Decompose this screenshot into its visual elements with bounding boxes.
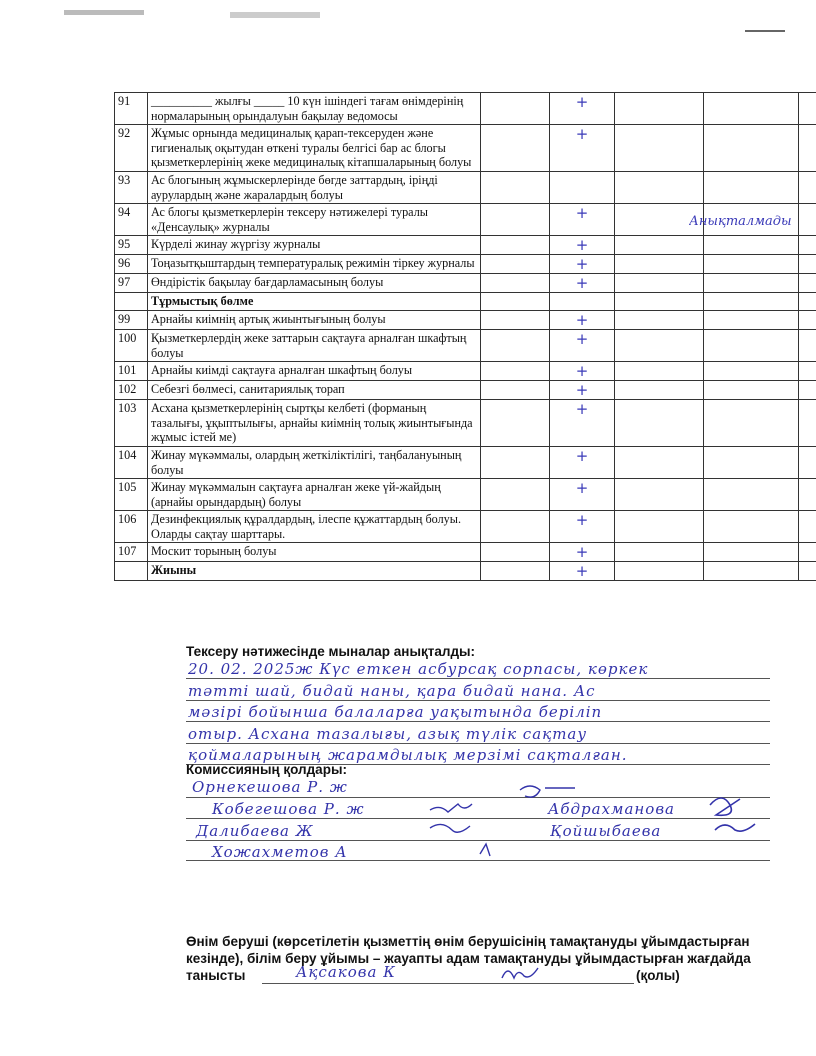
row-criterion: Жұмыс орнында медициналық қарап-тексеруден және гигиеналық оқытудан өткені туралы белгісі бар ас блогы қызметкерлерінің жеке медициналық кітапшаларының болуы (148, 125, 481, 172)
row-number: 106 (115, 511, 148, 543)
empty-cell (481, 171, 550, 203)
footer-acknowledged-label: танысты (186, 968, 246, 983)
row-criterion: Жинау мүкәммалын сақтауға арналған жеке үй-жайдың (арнайы орындардың) болуы (148, 479, 481, 511)
empty-cell (704, 310, 799, 329)
empty-cell (615, 381, 704, 400)
empty-cell (481, 381, 550, 400)
footer-signature-scribble (498, 960, 558, 984)
plus-mark: + (575, 125, 589, 144)
empty-cell (481, 562, 550, 581)
empty-cell (615, 446, 704, 478)
table-row (115, 255, 816, 274)
row-criterion: Жинау мүкәммалы, олардың жеткіліктілігі, таңбалануының болуы (148, 446, 481, 478)
row-number: 100 (115, 329, 148, 361)
row-criterion: Күрделі жинау жүргізу журналы (148, 236, 481, 255)
plus-mark: + (575, 381, 589, 400)
empty-cell (481, 400, 550, 447)
footer-signature-label: (қолы) (636, 968, 680, 983)
commission-signature: Хожахметов А (212, 843, 348, 861)
table-row (115, 479, 816, 511)
row-number: 97 (115, 274, 148, 293)
row-number: 103 (115, 400, 148, 447)
row-mark-cell (550, 362, 615, 381)
empty-cell (799, 274, 816, 293)
row-number: 92 (115, 125, 148, 172)
empty-cell (615, 511, 704, 543)
empty-cell (704, 293, 799, 311)
row-number: 102 (115, 381, 148, 400)
plus-mark: + (575, 255, 589, 274)
row-criterion: Асхана қызметкерлерінің сыртқы келбеті (форманың тазалығы, ұқыптылығы, арнайы киімнің толық жиынтығында жұмыс істей ме) (148, 400, 481, 447)
empty-cell (481, 93, 550, 125)
empty-cell (799, 255, 816, 274)
row-number: 104 (115, 446, 148, 478)
footer-line-2: кезінде), білім беру ұйымы – жауапты адам тамақтануды ұйымдастырған жағдайда (186, 951, 751, 966)
plus-mark: + (575, 329, 589, 348)
table-row (115, 400, 816, 447)
findings-rule (186, 678, 770, 679)
empty-cell (799, 562, 816, 581)
row-mark-cell (550, 293, 615, 311)
footer-acknowledgement (186, 933, 786, 987)
plus-mark: + (575, 236, 589, 255)
table-row (115, 236, 816, 255)
empty-cell (481, 293, 550, 311)
signature-scribbles (420, 780, 780, 870)
row-number: 99 (115, 310, 148, 329)
commission-signature: Абдрахманова (548, 800, 675, 818)
table-row (115, 93, 816, 125)
empty-cell (481, 543, 550, 562)
empty-cell (799, 511, 816, 543)
empty-cell (481, 511, 550, 543)
row-mark-cell (550, 479, 615, 511)
findings-line: мәзірі бойынша балаларға уақытында беріліп (188, 703, 603, 721)
findings-rule (186, 700, 770, 701)
plus-mark: + (575, 543, 589, 562)
commission-label: Комиссияның қолдары: (186, 762, 347, 777)
table-row (115, 562, 816, 581)
table-row (115, 381, 816, 400)
empty-cell (615, 543, 704, 562)
plus-mark: + (575, 93, 589, 111)
plus-mark: + (575, 479, 589, 498)
row-mark-cell (550, 310, 615, 329)
plus-mark: + (575, 562, 589, 581)
findings-line: қоймаларының жарамдылық мерзімі сақталған. (188, 746, 628, 764)
empty-cell (615, 362, 704, 381)
empty-cell (615, 400, 704, 447)
empty-cell (481, 204, 550, 236)
row-criterion: Тоңазытқыштардың температуралық режимін тіркеу журналы (148, 255, 481, 274)
plus-mark: + (575, 446, 589, 465)
row-mark-cell (550, 171, 615, 203)
empty-cell (799, 381, 816, 400)
empty-cell (481, 446, 550, 478)
plus-mark: + (575, 204, 589, 223)
empty-cell (799, 479, 816, 511)
empty-cell (799, 310, 816, 329)
row-mark-cell (550, 381, 615, 400)
row-number (115, 562, 148, 581)
findings-rule (186, 743, 770, 744)
plus-mark: + (575, 511, 589, 530)
table-row (115, 511, 816, 543)
row-criterion: Себезгі бөлмесі, санитариялық торап (148, 381, 481, 400)
plus-mark: + (575, 310, 589, 329)
plus-mark: + (575, 400, 589, 419)
row-number: 105 (115, 479, 148, 511)
row-criterion: Ас блогының жұмыскерлерінде бөгде заттардың, іріңді аурулардың және жаралардың болуы (148, 171, 481, 203)
empty-cell (799, 93, 816, 125)
row-criterion: Дезинфекциялық құралдардың, ілеспе құжаттардың болуы. Оларды сақтау шарттары. (148, 511, 481, 543)
plus-mark: + (575, 362, 589, 381)
findings-line: 20. 02. 2025ж Күс еткен асбурсақ сорпасы, көркек (188, 660, 649, 678)
row-criterion: Өндірістік бақылау бағдарламасының болуы (148, 274, 481, 293)
row-mark-cell (550, 543, 615, 562)
plus-mark: + (575, 274, 589, 293)
commission-signature: Кобегешова Р. ж (212, 800, 365, 818)
row-number (115, 293, 148, 311)
empty-cell (481, 362, 550, 381)
row-mark-cell (550, 511, 615, 543)
row-mark-cell (550, 446, 615, 478)
row-criterion: __________ жылғы _____ 10 күн ішіндегі тағам өнімдерінің нормаларының орындалуын бақылау ведомосы (148, 93, 481, 125)
empty-cell (704, 446, 799, 478)
empty-cell (799, 543, 816, 562)
empty-cell (704, 562, 799, 581)
empty-cell (704, 329, 799, 361)
row-mark-cell (550, 125, 615, 172)
footer-signer-name: Ақсакова К (296, 963, 396, 981)
empty-cell (704, 362, 799, 381)
row-mark-cell (550, 255, 615, 274)
empty-cell (704, 255, 799, 274)
footer-signature-line (262, 983, 634, 984)
empty-cell (799, 362, 816, 381)
commission-signature: Далибаева Ж (196, 822, 314, 840)
empty-cell (799, 171, 816, 203)
table-row (115, 293, 816, 311)
findings-rule (186, 721, 770, 722)
empty-cell (481, 329, 550, 361)
empty-cell (704, 236, 799, 255)
row-mark-cell (550, 204, 615, 236)
empty-cell (799, 329, 816, 361)
scan-artifacts (0, 0, 816, 40)
empty-cell (481, 479, 550, 511)
empty-cell (481, 310, 550, 329)
empty-cell (799, 236, 816, 255)
empty-cell (704, 125, 799, 172)
row93-handwritten-note: Анықталмады (689, 214, 792, 229)
row-mark-cell (550, 562, 615, 581)
row-number: 91 (115, 93, 148, 125)
row-mark-cell (550, 329, 615, 361)
empty-cell (481, 255, 550, 274)
table-row (115, 543, 816, 562)
empty-cell (799, 293, 816, 311)
empty-cell (615, 562, 704, 581)
table-row (115, 362, 816, 381)
row-number: 96 (115, 255, 148, 274)
empty-cell (481, 274, 550, 293)
empty-cell (615, 479, 704, 511)
empty-cell (615, 171, 704, 203)
row-number: 101 (115, 362, 148, 381)
empty-cell (615, 125, 704, 172)
row-mark-cell (550, 93, 615, 125)
row-criterion: Москит торының болуы (148, 543, 481, 562)
empty-cell (799, 204, 816, 236)
table-row (115, 329, 816, 361)
row-criterion: Қызметкерлердің жеке заттарын сақтауға арналған шкафтың болуы (148, 329, 481, 361)
table-row (115, 171, 816, 203)
row-mark-cell (550, 274, 615, 293)
empty-cell (615, 236, 704, 255)
empty-cell (615, 274, 704, 293)
empty-cell (481, 125, 550, 172)
empty-cell (481, 236, 550, 255)
table-row (115, 310, 816, 329)
row-number: 107 (115, 543, 148, 562)
empty-cell (704, 479, 799, 511)
row-mark-cell (550, 236, 615, 255)
findings-line: тәтті шай, бидай наны, қара бидай нана. Ас (188, 681, 596, 700)
commission-signature: Орнекешова Р. ж (192, 778, 348, 796)
row-criterion: Ас блогы қызметкерлерін тексеру нәтижелері туралы «Денсаулық» журналы (148, 204, 481, 236)
table-row (115, 125, 816, 172)
row-number: 94 (115, 204, 148, 236)
empty-cell (615, 310, 704, 329)
empty-cell (615, 93, 704, 125)
empty-cell (704, 543, 799, 562)
row-number: 93 (115, 171, 148, 203)
row-mark-cell (550, 400, 615, 447)
empty-cell (704, 511, 799, 543)
findings-label: Тексеру нәтижесінде мыналар анықталды: (186, 644, 476, 659)
row-criterion: Тұрмыстық бөлме (148, 293, 481, 311)
empty-cell (704, 93, 799, 125)
table-row (115, 274, 816, 293)
checklist-table (114, 92, 816, 581)
empty-cell (799, 446, 816, 478)
findings-line: отыр. Асхана тазалығы, азық түлік сақтау (188, 724, 588, 743)
row-number: 95 (115, 236, 148, 255)
empty-cell (704, 381, 799, 400)
footer-line-1: Өнім беруші (көрсетілетін қызметтің өнім берушісінің тамақтануды ұйымдастырған (186, 934, 750, 949)
empty-cell (615, 329, 704, 361)
empty-cell (615, 293, 704, 311)
empty-cell (704, 171, 799, 203)
table-row (115, 446, 816, 478)
row-criterion: Жиыны (148, 562, 481, 581)
empty-cell (799, 400, 816, 447)
row-criterion: Арнайы киімді сақтауға арналған шкафтың болуы (148, 362, 481, 381)
empty-cell (615, 255, 704, 274)
row-criterion: Арнайы киімнің артық жиынтығының болуы (148, 310, 481, 329)
empty-cell (799, 125, 816, 172)
commission-signature: Қойшыбаева (550, 822, 662, 840)
empty-cell (704, 274, 799, 293)
empty-cell (704, 400, 799, 447)
